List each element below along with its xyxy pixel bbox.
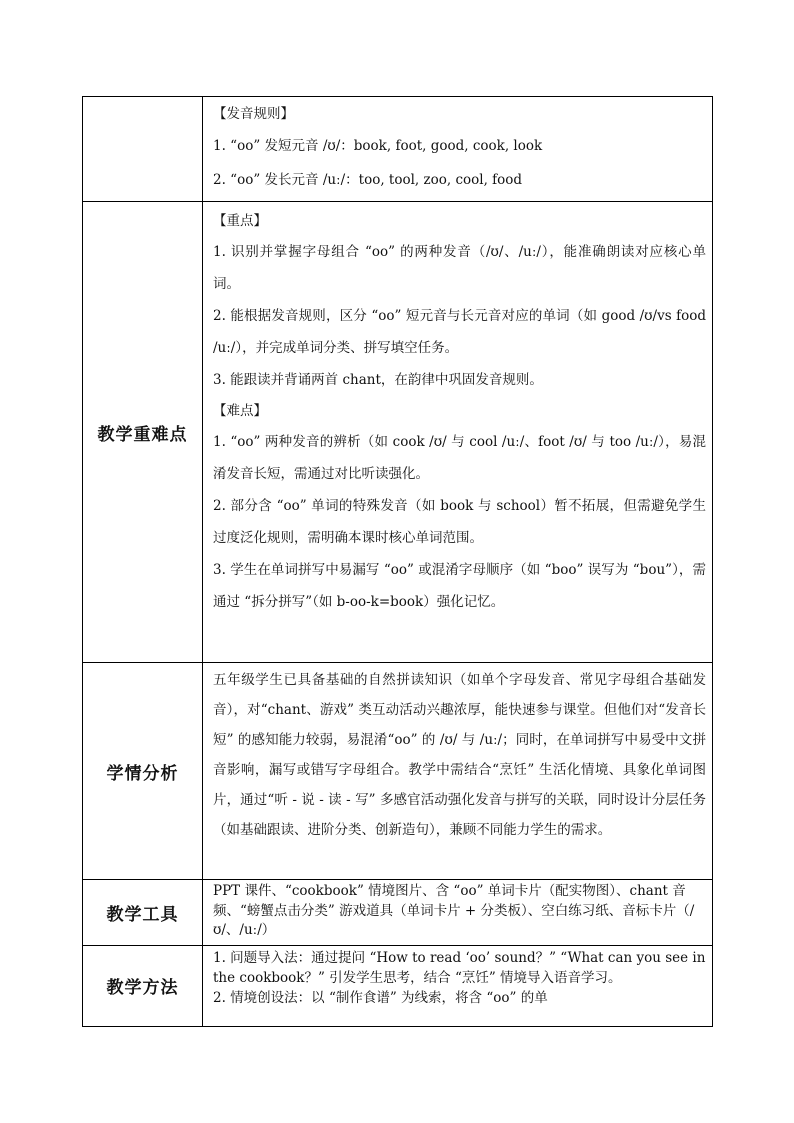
- row-label-teaching-tools: 教学工具: [83, 880, 203, 946]
- row-label-key-difficult-points: 教学重难点: [83, 202, 203, 663]
- rule-line-2: 2. “oo” 发长元音 /uː/：too, tool, zoo, cool, food: [213, 172, 523, 188]
- key-point-3: 3. 能跟读并背诵两首 chant，在韵律中巩固发音规则。: [213, 372, 543, 388]
- key-point-2: 2. 能根据发音规则，区分 “oo” 短元音与长元音对应的单词（如 good /ʊ/vs food /uː/），并完成单词分类、拼写填空任务。: [213, 308, 706, 356]
- teaching-tools-text: PPT 课件、“cookbook” 情境图片、含 “oo” 单词卡片（配实物图）、chant 音频、“螃蟹点击分类” 游戏道具（单词卡片 + 分类板）、空白练习纸、音标卡片（/ʊ/、/uː/）: [213, 883, 695, 938]
- difficult-point-3: 3. 学生在单词拼写中易漏写 “oo” 或混淆字母顺序（如 “boo” 误写为 “bou”），需通过 “拆分拼写”（如 b-oo-k=book）强化记忆。: [213, 562, 706, 610]
- table-row-teaching-tools: [83, 880, 713, 946]
- table-row-pronunciation-rules: [83, 97, 713, 202]
- key-point-1: 1. 识别并掌握字母组合 “oo” 的两种发音（/ʊ/、/uː/），能准确朗读对应核心单词。: [213, 244, 706, 292]
- learner-analysis-cell: [203, 663, 713, 880]
- teaching-tools-cell: [203, 880, 713, 946]
- key-points-heading: 【重点】: [213, 213, 267, 229]
- teaching-method-2: 2. 情境创设法：以 “制作食谱” 为线索，将含 “oo” 的单: [213, 989, 548, 1006]
- pronunciation-rules-cell: [203, 97, 713, 202]
- difficult-point-1: 1. “oo” 两种发音的辨析（如 cook /ʊ/ 与 cool /uː/、foot /ʊ/ 与 too /uː/），易混淆发音长短，需通过对比听读强化。: [213, 434, 706, 482]
- rule-line-1: 1. “oo” 发短元音 /ʊ/：book, foot, good, cook, look: [213, 138, 543, 154]
- difficult-points-heading: 【难点】: [213, 403, 267, 419]
- difficult-point-2: 2. 部分含 “oo” 单词的特殊发音（如 book 与 school）暂不拓展，但需避免学生过度泛化规则，需明确本课时核心单词范围。: [213, 498, 706, 546]
- row-label-teaching-methods: 教学方法: [83, 945, 203, 1026]
- lesson-plan-table: [82, 96, 713, 1027]
- table-row-teaching-methods: [83, 945, 713, 1026]
- row-label-learner-analysis: 学情分析: [83, 663, 203, 880]
- key-difficult-points-cell: [203, 202, 713, 663]
- teaching-method-1: 1. 问题导入法：通过提问 “How to read ‘oo’ sound？” “What can you see in the cookbook？” 引发学生思考，结合 “烹饪” 情境导入语音学习。: [213, 949, 706, 986]
- learner-analysis-text: 五年级学生已具备基础的自然拼读知识（如单个字母发音、常见字母组合基础发音），对“chant、游戏” 类互动活动兴趣浓厚，能快速参与课堂。但他们对“发音长短” 的感知能力较弱，易混淆“oo” 的 /ʊ/ 与 /uː/；同时，在单词拼写中易受中文拼音影响，漏写或错写字母组合。教学中需结合“烹饪” 生活化情境、具象化单词图片，通过“听 - 说 - 读 - 写” 多感官活动强化发音与拼写的关联，同时设计分层任务（如基础跟读、进阶分类、创新造句），兼顾不同能力学生的需求。: [213, 672, 706, 838]
- teaching-methods-cell: [203, 945, 713, 1026]
- table-row-key-difficult-points: [83, 202, 713, 663]
- row-label-empty: [83, 97, 203, 202]
- rules-heading: 【发音规则】: [213, 106, 294, 122]
- table-row-learner-analysis: [83, 663, 713, 880]
